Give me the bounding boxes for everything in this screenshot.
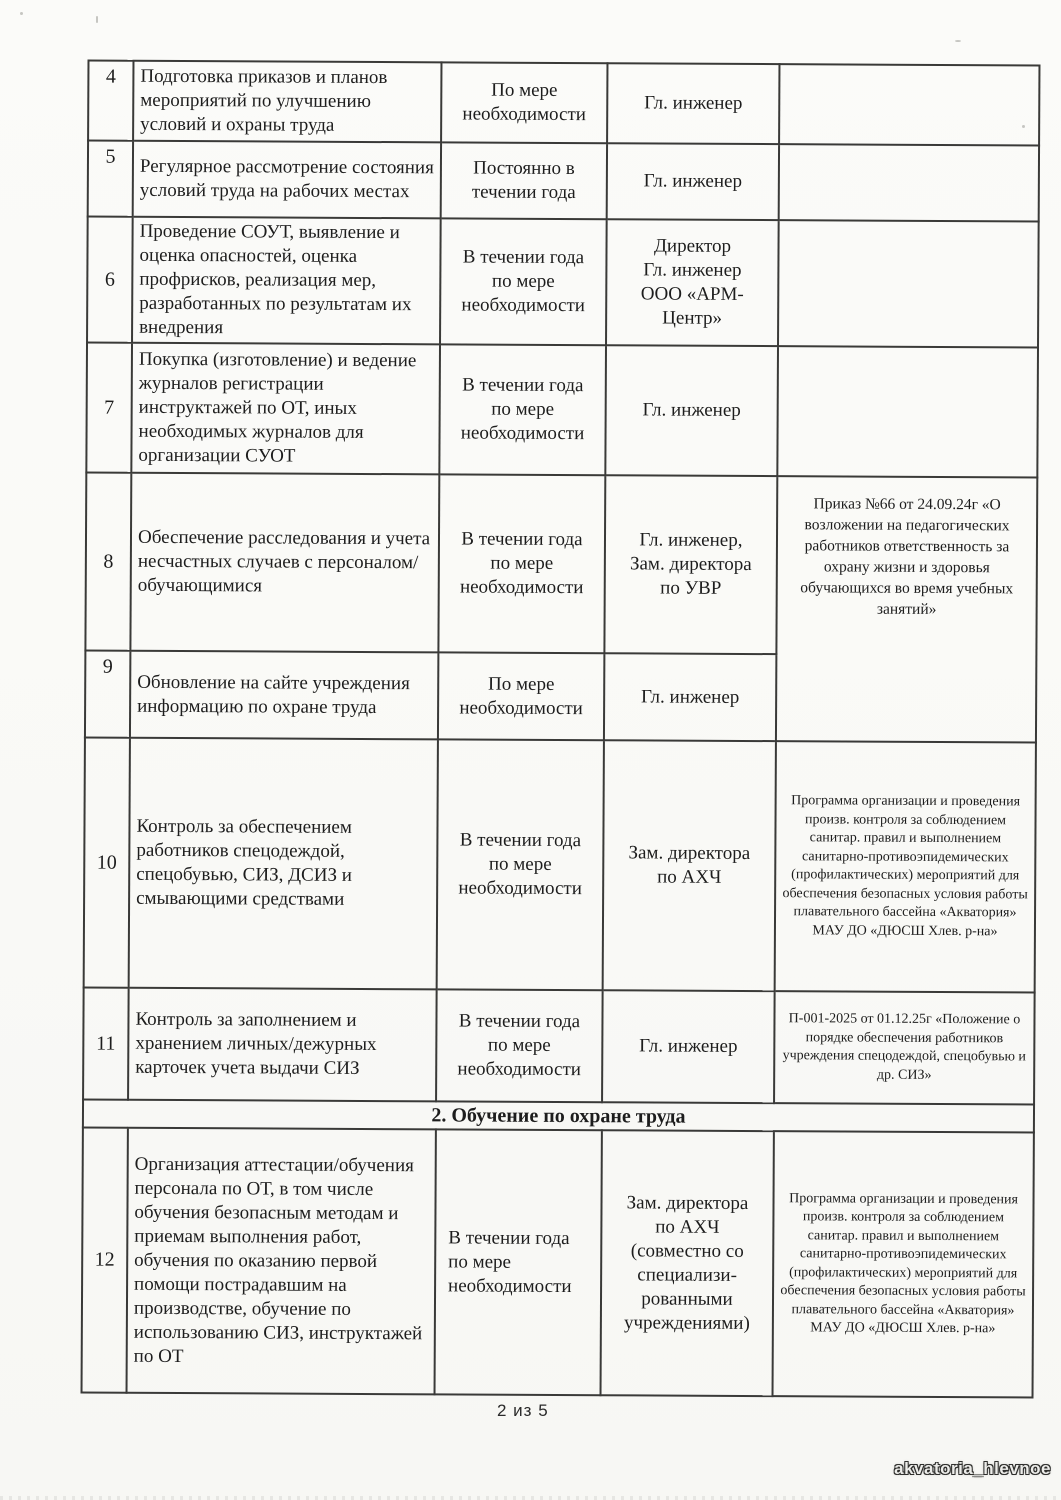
row-number-cell: 10 [84, 738, 130, 988]
timing-cell: По мере необходимости [438, 652, 604, 740]
responsible-cell: Директор Гл. инженер ООО «АРМ- Центр» [606, 219, 779, 346]
note-cell: П-001-2025 от 01.12.25г «Положение о порядке обеспечения работников учреждения спецодеждой, спецобувью и др. СИЗ» [774, 991, 1035, 1104]
timing-cell: В течении года по мере необходимости [436, 989, 603, 1102]
timing-cell: В течении года по мере необходимости [440, 218, 607, 345]
task-cell: Обеспечение расследования и учета несчастных случаев с персоналом/обучающимися [130, 473, 439, 653]
responsible-cell: Гл. инженер [607, 63, 779, 144]
row-number-cell: 4 [88, 61, 133, 141]
row-number-cell: 8 [85, 473, 131, 651]
timing-cell: Постоянно в течении года [441, 142, 607, 219]
task-cell: Покупка (изготовление) и ведение журналов регистрации инструктажей по ОТ, иных необходимых журналов для организации СУОТ [131, 343, 440, 475]
watermark-label: akvatoria_hlevnoe [894, 1459, 1051, 1478]
timing-cell: В течении года по мере необходимости [438, 474, 605, 653]
responsible-cell: Зам. директора по АХЧ [603, 740, 776, 991]
task-cell: Подготовка приказов и планов мероприятий по улучшению условий и охраны труда [133, 61, 441, 143]
page-number: 2 из 5 [497, 1401, 549, 1420]
table-row [82, 1128, 1034, 1398]
row-number-cell: 6 [87, 217, 133, 343]
note-cell: Программа организации и проведения произв. контроля за соблюдением санитар. правил и выполнением санитарно-противоэпидемических (профилактических) мероприятий для обеспечения безопасных условия работы плавательного бассейна «Акватория» МАУ ДО «ДЮСШ Хлев. р-на» [775, 741, 1036, 992]
task-cell: Регулярное рассмотрение состояния условий труда на рабочих местах [133, 141, 441, 219]
timing-cell: В течении года по мере необходимости [435, 1129, 602, 1395]
scan-edge-artifact [0, 1496, 1061, 1500]
table-row [86, 343, 1038, 478]
timing-cell: В течении года по мере необходимости [439, 344, 606, 475]
task-cell: Организация аттестации/обучения персонала по ОТ, в том числе обучения безопасным методам и приемам выполнения работ, обучения по оказанию первой помощи пострадавшим на производстве, обучение по использованию СИЗ, инструктажей по ОТ [127, 1128, 436, 1395]
table-row [88, 141, 1039, 222]
table-row [85, 473, 1037, 656]
table-row [88, 61, 1039, 146]
note-cell [777, 346, 1038, 477]
table-row [84, 738, 1036, 993]
note-cell: Приказ №66 от 24.09.24г «О возложении на педагогических работников ответственность за охрану жизни и здоровья обучающихся во время учебных занятий» [776, 476, 1037, 742]
task-cell: Контроль за заполнением и хранением личных/дежурных карточек учета выдачи СИЗ [128, 988, 437, 1102]
table-row [83, 988, 1035, 1105]
responsible-cell: Гл. инженер [604, 653, 776, 741]
row-number-cell: 9 [85, 651, 130, 738]
timing-cell: По мере необходимости [441, 62, 607, 143]
task-cell: Обновление на сайте учреждения информацию по охране труда [130, 651, 438, 740]
scan-artifact [96, 16, 98, 23]
responsible-cell: Гл. инженер [602, 990, 775, 1103]
responsible-cell: Гл. инженер [605, 345, 778, 476]
scan-artifact [20, 12, 23, 15]
responsible-cell: Зам. директора по АХЧ (совместно со специализи- рованными учреждениями) [601, 1130, 774, 1396]
responsible-cell: Гл. инженер [607, 143, 779, 220]
scan-artifact [955, 40, 961, 42]
row-number-cell: 5 [88, 141, 133, 217]
row-number-cell: 12 [82, 1128, 128, 1393]
section-title: 2. Обучение по охране труда [83, 1100, 1034, 1133]
row-number-cell: 11 [83, 988, 129, 1100]
responsible-cell: Гл. инженер, Зам. директора по УВР [604, 475, 777, 654]
note-cell [779, 64, 1039, 145]
timing-cell: В течении года по мере необходимости [437, 739, 604, 990]
occupational-safety-plan-table [81, 60, 1039, 1399]
table-row [87, 217, 1039, 348]
note-cell [778, 220, 1039, 347]
row-number-cell: 7 [86, 343, 132, 473]
note-cell: Программа организации и проведения произв. контроля за соблюдением санитар. правил и выполнением санитарно-противоэпидемических (профилактических) мероприятий для обеспечения безопасных условия работы плавательного бассейна «Акватория» МАУ ДО «ДЮСШ Хлев. р-на» [773, 1131, 1034, 1397]
note-cell [779, 144, 1039, 221]
task-cell: Контроль за обеспечением работников спецодеждой, спецобувью, СИЗ, ДСИЗ и смывающими средствами [129, 738, 438, 990]
task-cell: Проведение СОУТ, выявление и оценка опасностей, оценка профрисков, реализация мер, разработанных по результатам их внедрения [132, 217, 441, 345]
